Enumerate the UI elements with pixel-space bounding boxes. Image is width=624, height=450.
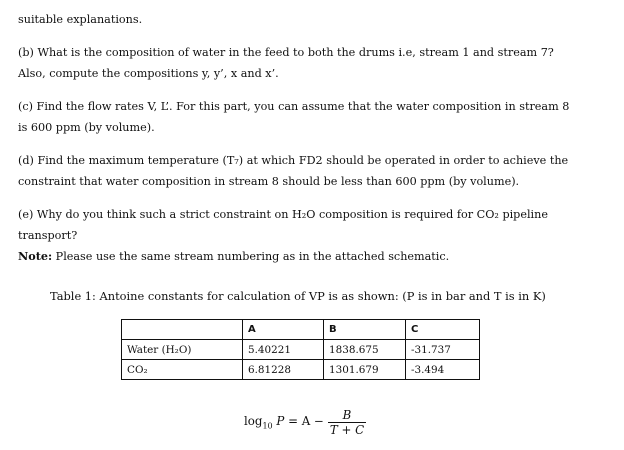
note-text: Please use the same stream numbering as in the attached schematic. (52, 250, 450, 263)
note-label: Note: (18, 249, 53, 263)
question-d-line-1: (d) Find the maximum temperature (T₇) at which FD2 should be operated in order to achieve the (18, 154, 569, 167)
question-d-line-2: constraint that water composition in stream 8 should be less than 600 ppm (by volume). (18, 175, 520, 188)
header-cell-a: A (243, 320, 324, 340)
intro-line: suitable explanations. (18, 13, 143, 26)
formula-fraction (328, 408, 366, 437)
header-cell-b: B (324, 320, 406, 340)
header-cell-c: C (406, 320, 480, 340)
question-c-line-2: is 600 ppm (by volume). (18, 121, 155, 134)
formula-denominator: T + C (329, 423, 365, 437)
question-c-line-1: (c) Find the flow rates V, L’. For this part, you can assume that the water composition in stream 8 (18, 100, 570, 113)
table-row-water (122, 340, 480, 360)
header-cell-blank (122, 320, 243, 340)
intro-text (18, 9, 608, 30)
table-cell: 1301.679 (324, 360, 406, 380)
question-b (18, 42, 608, 84)
question-d (18, 150, 608, 192)
antoine-constants-table (121, 319, 480, 380)
question-e (18, 204, 608, 267)
formula-numerator: B (342, 408, 352, 422)
table-caption: Table 1: Antoine constants for calculation of VP is as shown: (P is in bar and T is in K) (50, 289, 546, 303)
table-cell: 1838.675 (324, 340, 406, 360)
antoine-equation (244, 408, 366, 437)
formula-lhs: $\log_{10} P = A$ − (244, 414, 324, 431)
table-cell: 5.40221 (243, 340, 324, 360)
table-row-co2 (122, 360, 480, 380)
question-e-line-2: transport? (18, 229, 78, 242)
question-c (18, 96, 608, 138)
note (18, 246, 608, 267)
question-b-line-2: Also, compute the compositions y, y’, x and x’. (18, 67, 279, 80)
table-cell: -3.494 (406, 360, 480, 380)
table-cell: Water (H₂O) (122, 340, 243, 360)
question-b-line-1: (b) What is the composition of water in the feed to both the drums i.e, stream 1 and stream 7? (18, 46, 554, 59)
table-cell: CO₂ (122, 360, 243, 380)
table-cell: 6.81228 (243, 360, 324, 380)
table-header-row (122, 320, 480, 340)
table-cell: -31.737 (406, 340, 480, 360)
question-e-line-1: (e) Why do you think such a strict constraint on H₂O composition is required for CO₂ pipeline (18, 208, 548, 221)
